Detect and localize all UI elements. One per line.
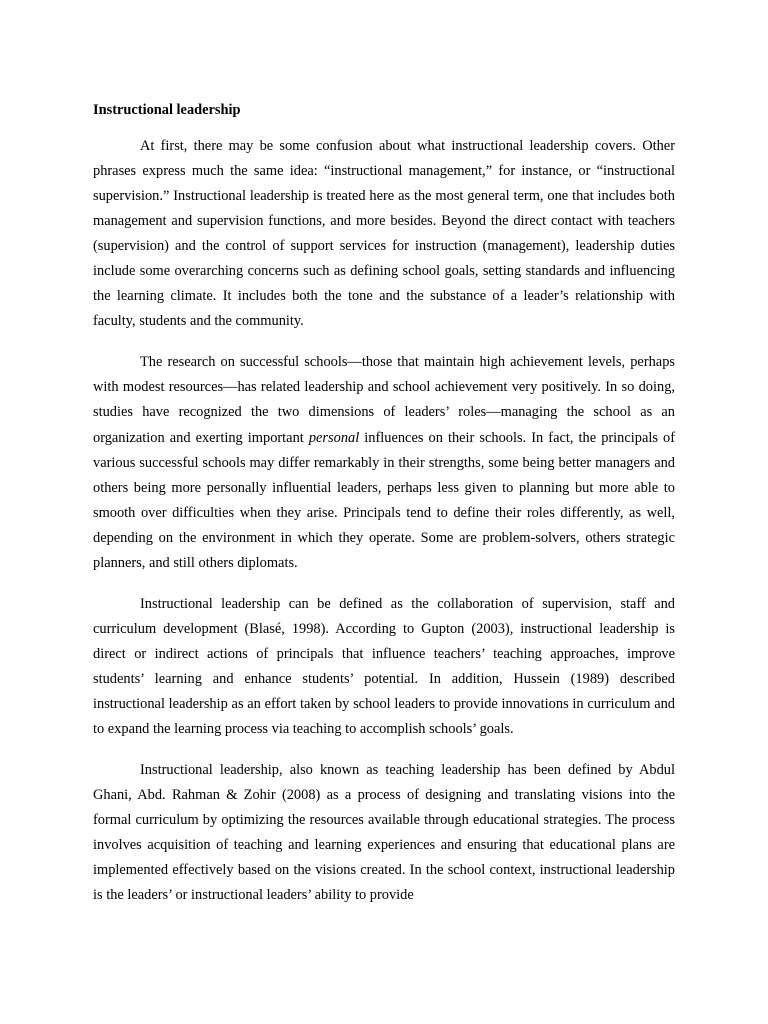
paragraph bbox=[93, 592, 675, 742]
emphasis-text: personal bbox=[308, 429, 360, 446]
paragraph-text: The research on successful schools—those that maintain high achievement levels, perhaps with modest resources—has related leadership and school achievement very positively. In so doing, studies have recognized the two dimensions of leaders’ roles—managing the school as an organization and exerting important bbox=[93, 354, 675, 446]
paragraph bbox=[93, 134, 675, 334]
paragraph-text: influences on their schools. In fact, the principals of various successful schools may differ remarkably in their strengths, some being better managers and others being more personally influential leaders, perhaps less given to planning but more able to smooth over difficulties when they arise. Principals tend to define their roles differently, as well, depending on the environment in which they operate. Some are problem-solvers, others strategic planners, and still others diplomats. bbox=[93, 429, 676, 571]
paragraph-text: At first, there may be some confusion about what instructional leadership covers. Other phrases express much the same idea: “instructional management,” for instance, or “instructional supervision.” Instructional leadership is treated here as the most general term, one that includes both management and supervision functions, and more besides. Beyond the direct contact with teachers (supervision) and the control of support services for instruction (management), leadership duties include some overarching concerns such as defining school goals, setting standards and influencing the learning climate. It includes both the tone and the substance of a leader’s relationship with faculty, students and the community. bbox=[93, 138, 675, 330]
paragraph bbox=[93, 350, 675, 575]
paragraph-text: Instructional leadership, also known as teaching leadership has been defined by Abdul Ghani, Abd. Rahman & Zohir (2008) as a process of designing and translating visions into the formal curriculum by optimizing the resources available through educational strategies. The process involves acquisition of teaching and learning experiences and ensuring that educational plans are implemented effectively based on the visions created. In the school context, instructional leadership is the leaders’ or instructional leaders’ ability to provide bbox=[93, 762, 675, 904]
section-heading: Instructional leadership bbox=[93, 102, 241, 118]
paragraph-text: Instructional leadership can be defined as the collaboration of supervision, staff and curriculum development (Blasé, 1998). According to Gupton (2003), instructional leadership is direct or indirect actions of principals that influence teachers’ teaching approaches, improve students’ learning and enhance students’ potential. In addition, Hussein (1989) described instructional leadership as an effort taken by school leaders to provide innovations in curriculum and to expand the learning process via teaching to accomplish schools’ goals. bbox=[93, 595, 675, 738]
document-body bbox=[93, 98, 675, 908]
paragraph bbox=[93, 758, 675, 908]
